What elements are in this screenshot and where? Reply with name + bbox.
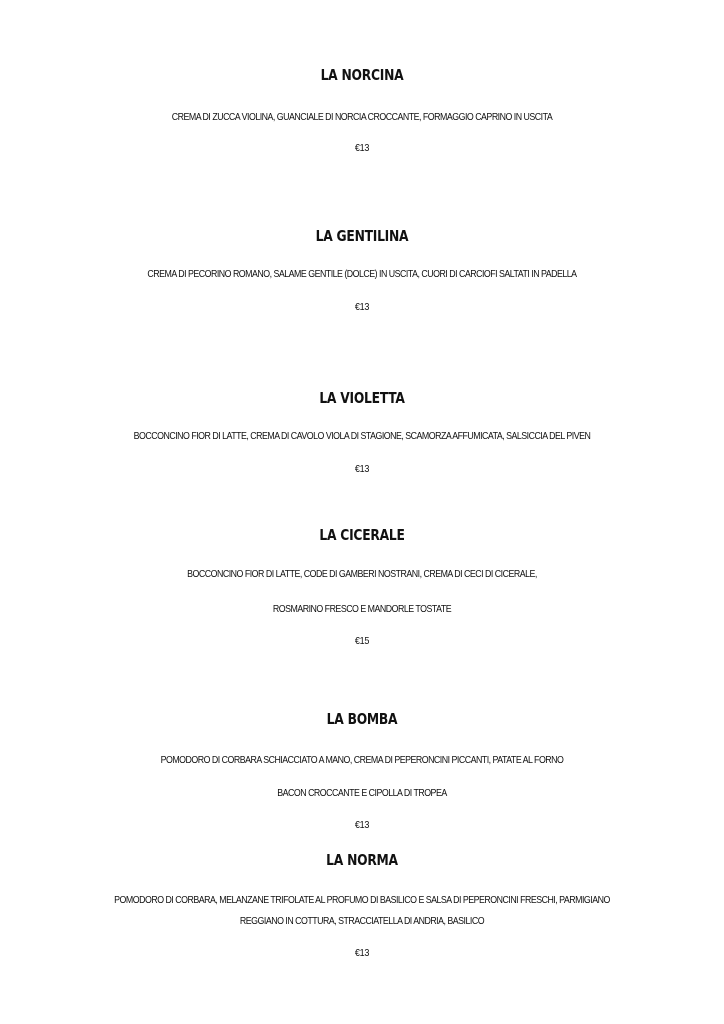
- menu-item-price: €13: [354, 947, 370, 959]
- menu-item-description: BOCCONCINO FIOR DI LATTE, CODE DI GAMBERI NOSTRANI, CREMA DI CECI DI CICERALE,: [187, 568, 537, 580]
- menu-item-title: LA CICERALE: [319, 526, 405, 544]
- menu-item-description: POMODORO DI CORBARA SCHIACCIATO A MANO, CREMA DI PEPERONCINI PICCANTI, PATATE AL FORNO: [160, 754, 564, 766]
- menu-item-title: LA NORMA: [326, 851, 398, 869]
- menu-item-price: €13: [354, 819, 370, 831]
- menu-item-description: POMODORO DI CORBARA, MELANZANE TRIFOLATE AL PROFUMO DI BASILICO E SALSA DI PEPERONCINI FRESCHI, PARMIGIANO: [114, 894, 610, 906]
- menu-item-price: €13: [354, 301, 370, 313]
- menu-item-description: REGGIANO IN COTTURA, STRACCIATELLA DI ANDRIA, BASILICO: [239, 915, 485, 927]
- menu-item-price: €13: [354, 463, 370, 475]
- menu-item-title: LA BOMBA: [326, 710, 398, 728]
- menu-item-description: CREMA DI PECORINO ROMANO, SALAME GENTILE (DOLCE) IN USCITA, CUORI DI CARCIOFI SALTATI IN PADELLA: [147, 268, 577, 280]
- menu-item-title: LA GENTILINA: [315, 227, 409, 245]
- menu-item-description: ROSMARINO FRESCO E MANDORLE TOSTATE: [272, 603, 452, 615]
- menu-item-description: CREMA DI ZUCCA VIOLINA, GUANCIALE DI NORCIA CROCCANTE, FORMAGGIO CAPRINO IN USCITA: [171, 111, 553, 123]
- menu-item-title: LA NORCINA: [320, 66, 404, 84]
- menu-item-price: €15: [354, 635, 370, 647]
- menu-item-title: LA VIOLETTA: [319, 389, 405, 407]
- menu-item-price: €13: [354, 142, 370, 154]
- menu-item-description: BACON CROCCANTE E CIPOLLA DI TROPEA: [277, 787, 447, 799]
- menu-item-description: BOCCONCINO FIOR DI LATTE, CREMA DI CAVOLO VIOLA DI STAGIONE, SCAMORZA AFFUMICATA, SALSICCIA DEL PIVEN: [133, 430, 591, 442]
